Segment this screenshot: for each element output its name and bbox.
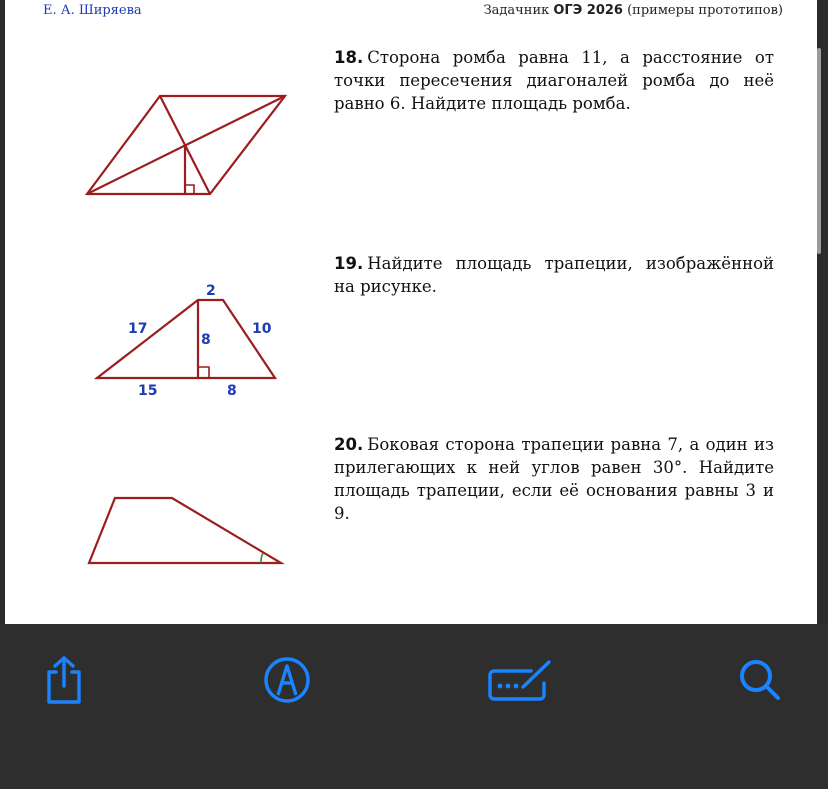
scrollbar[interactable] <box>817 48 821 254</box>
label-bottom-right: 8 <box>227 383 237 399</box>
label-left-side: 17 <box>128 321 148 337</box>
label-bottom-left: 15 <box>138 383 158 399</box>
bottom-toolbar <box>0 624 828 789</box>
trapezoid-figure-20 <box>89 498 281 563</box>
problem-number: 20. <box>334 435 364 454</box>
search-icon <box>736 656 784 704</box>
label-top: 2 <box>206 283 216 299</box>
problem-text: Сторона ромба равна 11, а расстояние от точки пересечения диагоналей ромба до неё равно 6. Найдите площадь ромба. <box>334 48 774 113</box>
problem-number: 19. <box>334 254 364 273</box>
share-icon <box>42 654 86 706</box>
markup-icon <box>262 655 312 705</box>
problem-19 <box>334 252 774 298</box>
problem-20 <box>334 433 774 525</box>
label-height: 8 <box>201 332 211 348</box>
author-header: Е. А. Ширяева <box>43 3 142 18</box>
search-button[interactable] <box>725 652 795 708</box>
problem-text: Найдите площадь трапеции, изображённой на рисунке. <box>334 254 774 296</box>
markup-button[interactable] <box>252 652 322 708</box>
trapezoid-figure-19 <box>97 300 275 378</box>
book-title-header: Задачник ОГЭ 2026 (примеры прототипов) <box>483 3 783 18</box>
problem-text: Боковая сторона трапеции равна 7, а один из прилегающих к ней углов равен 30°. Найдите площадь трапеции, если её основания равны 3 и 9. <box>334 435 774 523</box>
share-button[interactable] <box>29 652 99 708</box>
keyboard-edit-button[interactable] <box>484 652 554 708</box>
angle-marker <box>261 553 263 563</box>
problem-number: 18. <box>334 48 364 67</box>
label-right-side: 10 <box>252 321 272 337</box>
keyboard-edit-icon <box>485 657 553 703</box>
